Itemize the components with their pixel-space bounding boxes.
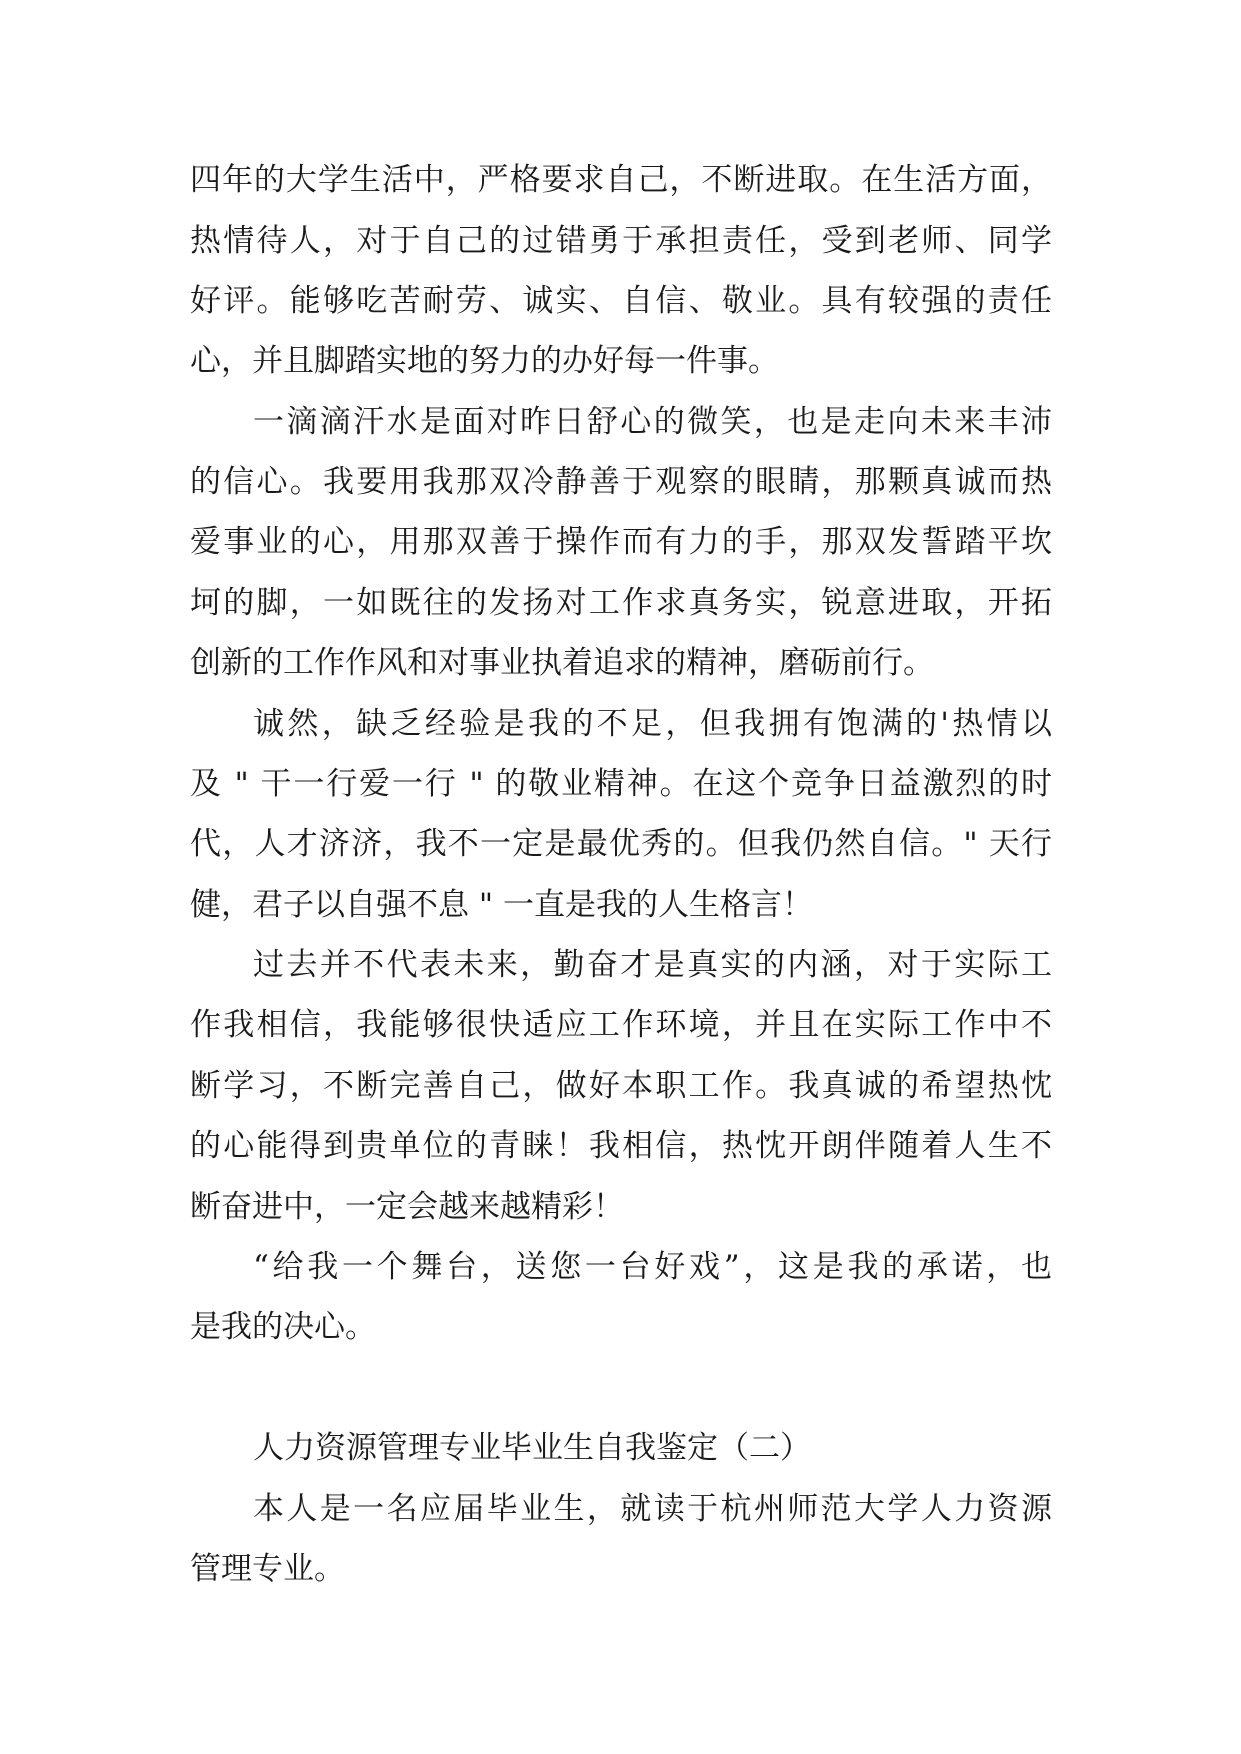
paragraph-3-line-1: 诚然，缺乏经验是我的不足，但我拥有饱满的'热情以 [253,706,1052,742]
section-paragraph-line-2: 管理专业。 [190,1551,345,1587]
paragraph-4-line-1: 过去并不代表未来，勤奋才是真实的内涵，对于实际工 [253,947,1052,983]
paragraph-4-line-2: 作我相信，我能够很快适应工作环境，并且在实际工作中不 [190,1007,1052,1043]
paragraph-2-line-1: 一滴滴汗水是面对昨日舒心的微笑，也是走向未来丰沛 [253,404,1052,440]
paragraph-1-line-3: 好评。能够吃苦耐劳、诚实、自信、敬业。具有较强的责任 [190,283,1052,319]
paragraph-2-line-2: 的信心。我要用我那双冷静善于观察的眼睛，那颗真诚而热 [190,464,1052,500]
paragraph-2-line-5: 创新的工作作风和对事业执着追求的精神，磨砺前行。 [190,645,934,681]
paragraph-5-line-2: 是我的决心。 [190,1309,376,1345]
paragraph-4-line-4: 的心能得到贵单位的青睐！我相信，热忱开朗伴随着人生不 [190,1128,1052,1164]
paragraph-2-line-4: 坷的脚，一如既往的发扬对工作求真务实，锐意进取，开拓 [190,585,1052,621]
section-heading: 人力资源管理专业毕业生自我鉴定（二） [253,1430,811,1466]
paragraph-1-line-1: 四年的大学生活中，严格要求自己，不断进取。在生活方面， [190,162,1052,198]
paragraph-3-line-3: 代，人才济济，我不一定是最优秀的。但我仍然自信。" 天行 [190,826,1052,862]
paragraph-2-line-3: 爱事业的心，用那双善于操作而有力的手，那双发誓踏平坎 [190,524,1052,560]
paragraph-1-line-4: 心，并且脚踏实地的努力的办好每一件事。 [190,343,779,379]
paragraph-4-line-3: 断学习，不断完善自己，做好本职工作。我真诚的希望热忱 [190,1068,1052,1104]
paragraph-1-line-2: 热情待人，对于自己的过错勇于承担责任，受到老师、同学 [190,223,1052,259]
section-paragraph-line-1: 本人是一名应届毕业生，就读于杭州师范大学人力资源 [253,1491,1052,1527]
paragraph-4-line-5: 断奋进中，一定会越来越精彩！ [190,1189,624,1225]
paragraph-3-line-2: 及 " 干一行爱一行 " 的敬业精神。在这个竞争日益激烈的时 [190,766,1052,802]
paragraph-5-line-1: “给我一个舞台，送您一台好戏”，这是我的承诺，也 [253,1249,1052,1285]
paragraph-3-line-4: 健，君子以自强不息 " 一直是我的人生格言！ [190,887,813,923]
